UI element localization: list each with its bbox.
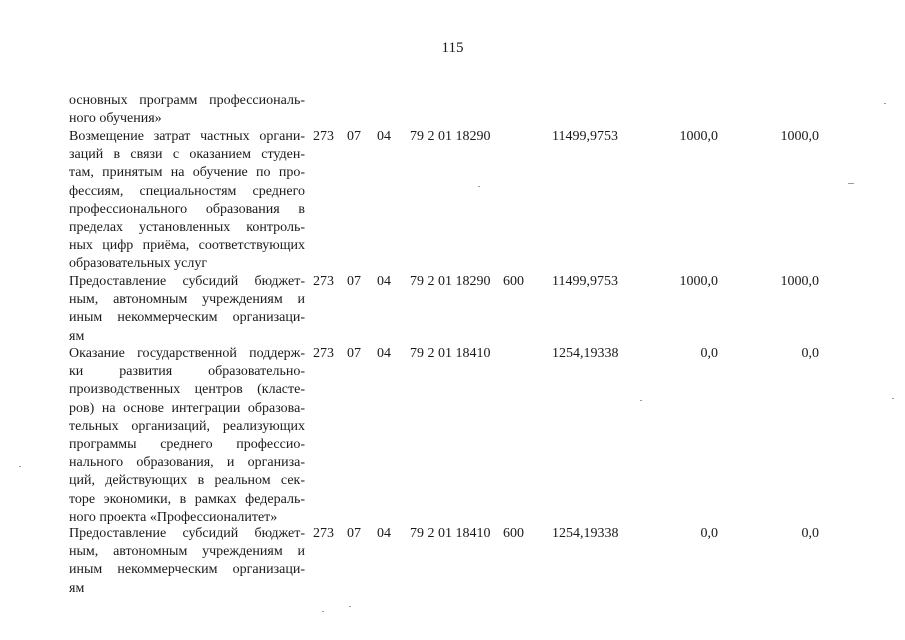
- department-code: 273: [313, 526, 334, 541]
- amount-year-2: 1000,0: [679, 274, 718, 289]
- subsection-code: 04: [377, 346, 391, 361]
- description-line: фессиям, специальностям среднего: [69, 183, 305, 199]
- target-article-code: 79 2 01 18410: [410, 526, 491, 541]
- description-line: ций, действующих в реальном сек-: [69, 473, 305, 489]
- section-code: 07: [347, 129, 361, 144]
- description-line: торе экономики, в рамках федераль-: [69, 491, 305, 507]
- description-line: производственных центров (класте-: [69, 382, 305, 398]
- description-line: основных программ профессиональ-: [69, 93, 305, 108]
- subsection-code: 04: [377, 526, 391, 541]
- description-line: ки развития образовательно-: [69, 364, 305, 380]
- amount-year-3: 0,0: [801, 526, 819, 541]
- description-line: нального образования, и организа-: [69, 455, 305, 471]
- amount-year-1: 11499,9753: [552, 129, 618, 144]
- scan-speck: [19, 466, 21, 467]
- description-line: иным некоммерческим организаци-: [69, 310, 305, 326]
- description-line: Предоставление субсидий бюджет-: [69, 526, 305, 541]
- row-description: [69, 345, 305, 527]
- expense-type-code: 600: [503, 274, 524, 289]
- department-code: 273: [313, 274, 334, 289]
- description-line: ным, автономным учреждениям и: [69, 544, 305, 560]
- description-line: тельных организаций, реализующих: [69, 418, 305, 434]
- page-number: 115: [441, 40, 464, 56]
- amount-year-3: 0,0: [801, 346, 819, 361]
- description-line: заций в связи с оказанием студен-: [69, 147, 305, 163]
- subsection-code: 04: [377, 274, 391, 289]
- scan-speck: [892, 398, 894, 399]
- amount-year-3: 1000,0: [780, 129, 819, 144]
- section-code: 07: [347, 346, 361, 361]
- description-line: Оказание государственной поддерж-: [69, 346, 305, 361]
- amount-year-1: 1254,19338: [552, 526, 619, 541]
- subsection-code: 04: [377, 129, 391, 144]
- target-article-code: 79 2 01 18290: [410, 129, 491, 144]
- description-line: Возмещение затрат частных органи-: [69, 129, 305, 144]
- row-description: [69, 92, 305, 128]
- description-line: Предоставление субсидий бюджет-: [69, 274, 305, 289]
- description-line: ного обучения»: [69, 111, 162, 127]
- scan-speck: [848, 183, 854, 184]
- amount-year-2: 1000,0: [679, 129, 718, 144]
- scan-speck: [478, 186, 480, 187]
- description-line: образовательных услуг: [69, 256, 208, 272]
- description-line: ям: [69, 580, 85, 596]
- amount-year-2: 0,0: [700, 526, 718, 541]
- section-code: 07: [347, 274, 361, 289]
- scan-speck: [640, 400, 642, 401]
- description-line: иным некоммерческим организаци-: [69, 562, 305, 578]
- department-code: 273: [313, 129, 334, 144]
- description-line: ям: [69, 328, 85, 344]
- description-line: пределах установленных контроль-: [69, 220, 305, 236]
- scan-speck: [349, 606, 351, 607]
- description-line: ным, автономным учреждениям и: [69, 292, 305, 308]
- amount-year-2: 0,0: [700, 346, 718, 361]
- description-line: ного проекта «Профессионалитет»: [69, 509, 278, 525]
- expense-type-code: 600: [503, 526, 524, 541]
- scan-speck: [884, 103, 886, 104]
- row-description: [69, 128, 305, 274]
- target-article-code: 79 2 01 18410: [410, 346, 491, 361]
- description-line: программы среднего профессио-: [69, 437, 305, 453]
- description-line: ров) на основе интеграции образова-: [69, 400, 305, 416]
- amount-year-3: 1000,0: [780, 274, 819, 289]
- section-code: 07: [347, 526, 361, 541]
- scan-speck: [322, 611, 324, 612]
- department-code: 273: [313, 346, 334, 361]
- description-line: там, принятым на обучение по про-: [69, 165, 305, 181]
- amount-year-1: 1254,19338: [552, 346, 619, 361]
- row-description: [69, 273, 305, 346]
- amount-year-1: 11499,9753: [552, 274, 618, 289]
- description-line: профессионального образования в: [69, 201, 305, 217]
- description-line: ных цифр приёма, соответствующих: [69, 238, 305, 254]
- target-article-code: 79 2 01 18290: [410, 274, 491, 289]
- row-description: [69, 525, 305, 598]
